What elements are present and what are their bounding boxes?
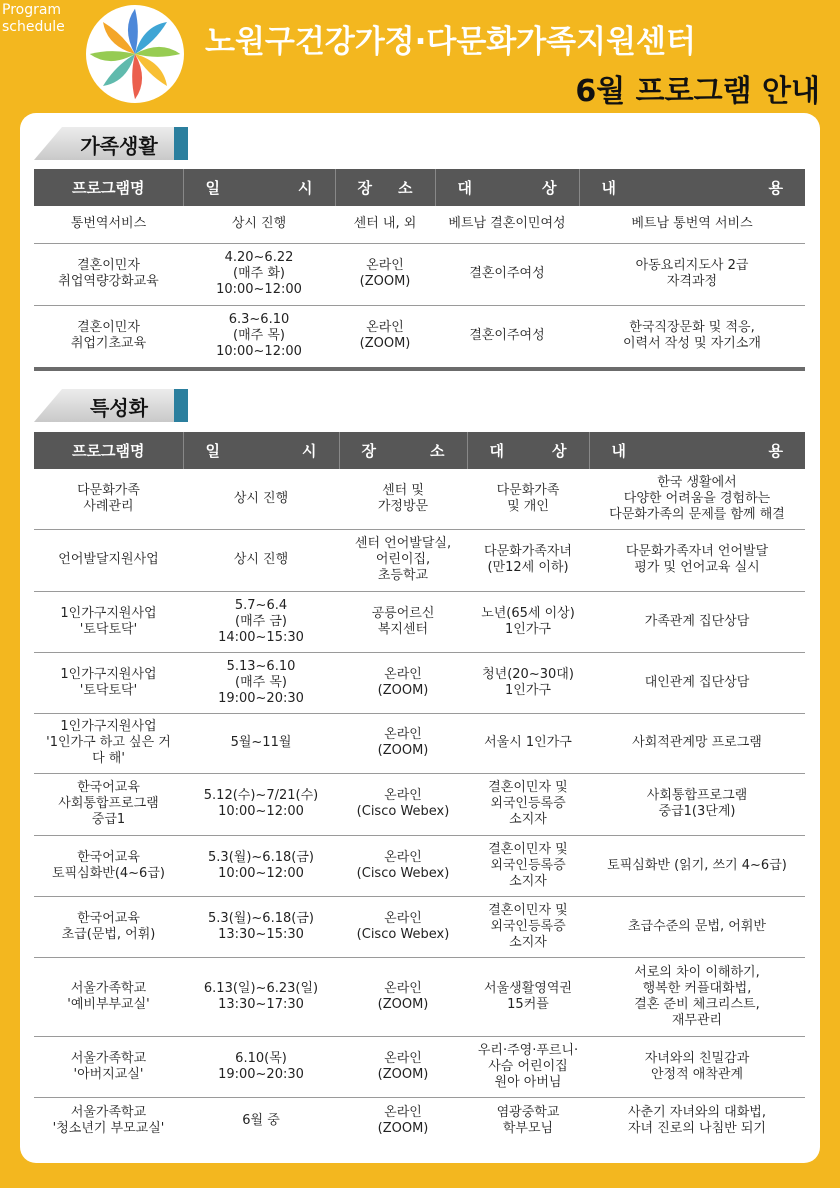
section-divider <box>34 367 805 371</box>
schedule-cell: 4.20~6.22 (매주 화) 10:00~12:00 <box>183 243 335 305</box>
location-cell: 온라인 (Cisco Webex) <box>339 773 467 835</box>
schedule-cell: 상시 진행 <box>183 206 335 243</box>
content-cell: 서로의 차이 이해하기, 행복한 커플대화법, 결혼 준비 체크리스트, 재무관리 <box>589 957 805 1036</box>
table-row <box>34 1097 805 1144</box>
program-name-cell: 서울가족학교 '청소년기 부모교실' <box>52 1104 165 1136</box>
target-cell: 결혼이민자 및 외국인등록증 소지자 <box>467 835 589 896</box>
pinwheel-logo-icon <box>85 4 185 104</box>
content-cell: 토픽심화반 (읽기, 쓰기 4~6급) <box>589 835 805 896</box>
table-header-row <box>34 432 805 469</box>
location-cell: 온라인 (ZOOM) <box>335 243 435 305</box>
program-name-cell: 1인가구지원사업 '토닥토닥' <box>34 652 183 713</box>
table-header-row <box>34 169 805 206</box>
target-cell: 다문화가족자녀 (만12세 이하) <box>467 529 589 591</box>
table-row <box>34 529 805 591</box>
program-name-cell: 다문화가족 사례관리 <box>34 469 183 529</box>
content-cell: 자녀와의 친밀감과 안정적 애착관계 <box>589 1036 805 1097</box>
page-subtitle: 6월 프로그램 안내 <box>575 74 820 109</box>
content-cell: 사춘기 자녀와의 대화법, 자녀 진로의 나침반 되기 <box>628 1104 766 1136</box>
program-name-cell: 서울가족학교 '예비부부교실' <box>34 957 183 1036</box>
schedule-cell: 6.10(목) 19:00~20:30 <box>183 1036 339 1097</box>
table-row <box>34 206 805 243</box>
target-cell: 서울시 1인가구 <box>467 713 589 773</box>
column-header: 장 소 <box>335 169 435 206</box>
schedule-cell: 5.13~6.10 (매주 목) 19:00~20:30 <box>183 652 339 713</box>
content-cell: 아동요리지도사 2급 자격과정 <box>579 243 805 305</box>
location-cell: 공릉어르신 복지센터 <box>339 591 467 652</box>
section-title-label: 특성화 <box>90 396 148 420</box>
column-header: 일 시 <box>183 432 339 469</box>
schedule-cell: 5.3(월)~6.18(금) 13:30~15:30 <box>183 896 339 957</box>
program-name-cell: 한국어교육 토픽심화반(4~6급) <box>34 835 183 896</box>
schedule-cell: 상시 진행 <box>183 469 339 529</box>
location-cell: 온라인 (ZOOM) <box>359 320 411 352</box>
location-cell: 온라인 (ZOOM) <box>377 1104 429 1136</box>
program-name-cell: 결혼이민자 취업기초교육 <box>70 320 147 352</box>
table-row <box>34 713 805 773</box>
location-cell: 온라인 (Cisco Webex) <box>339 896 467 957</box>
program-name-cell: 한국어교육 초급(문법, 어휘) <box>34 896 183 957</box>
section-title-label: 가족생활 <box>80 134 158 158</box>
content-cell: 사회적관계망 프로그램 <box>589 713 805 773</box>
schedule-cell: 5.3(월)~6.18(금) 10:00~12:00 <box>183 835 339 896</box>
program-name-cell: 한국어교육 사회통합프로그램 중급1 <box>34 773 183 835</box>
program-name-cell: 서울가족학교 '아버지교실' <box>34 1036 183 1097</box>
schedule-cell: 5월~11월 <box>183 713 339 773</box>
content-cell: 초급수준의 문법, 어휘반 <box>589 896 805 957</box>
location-cell: 센터 및 가정방문 <box>339 469 467 529</box>
program-schedule-tag: Program schedule <box>2 2 65 35</box>
content-cell: 대인관계 집단상담 <box>589 652 805 713</box>
location-cell: 온라인 (ZOOM) <box>339 652 467 713</box>
column-header: 프로그램명 <box>34 169 183 206</box>
page-header <box>0 0 840 112</box>
location-cell: 센터 언어발달실, 어린이집, 초등학교 <box>339 529 467 591</box>
target-cell: 노년(65세 이상) 1인가구 <box>467 591 589 652</box>
column-header: 일 시 <box>183 169 335 206</box>
center-title: 노원구건강가정·다문화가족지원센터 <box>205 24 696 60</box>
table-row <box>34 896 805 957</box>
content-cell: 베트남 통번역 서비스 <box>579 206 805 243</box>
program-name-cell: 통번역서비스 <box>34 206 183 243</box>
content-cell: 한국 생활에서 다양한 어려움을 경험하는 다문화가족의 문제를 함께 해결 <box>589 469 805 529</box>
schedule-cell: 6.3~6.10 (매주 목) 10:00~12:00 <box>216 312 302 360</box>
table-row <box>34 652 805 713</box>
table-row <box>34 243 805 305</box>
location-cell: 온라인 (ZOOM) <box>339 1036 467 1097</box>
table-row <box>34 957 805 1036</box>
location-cell: 온라인 (Cisco Webex) <box>339 835 467 896</box>
column-header: 대 상 <box>435 169 579 206</box>
target-cell: 염광중학교 학부모님 <box>496 1104 560 1136</box>
table-row <box>34 773 805 835</box>
specialized-table <box>34 432 805 1144</box>
schedule-cell: 6월 중 <box>242 1112 280 1128</box>
target-cell: 베트남 결혼이민여성 <box>435 206 579 243</box>
location-cell: 센터 내, 외 <box>335 206 435 243</box>
column-header: 내 용 <box>579 169 805 206</box>
target-cell: 우리·주영·푸르니· 사슴 어린이집 원아 아버님 <box>467 1036 589 1097</box>
table-row <box>34 305 805 367</box>
program-name-cell: 결혼이민자 취업역량강화교육 <box>34 243 183 305</box>
schedule-cell: 6.13(일)~6.23(일) 13:30~17:30 <box>183 957 339 1036</box>
content-cell: 사회통합프로그램 중급1(3단계) <box>589 773 805 835</box>
section-title-specialized <box>34 389 174 422</box>
schedule-cell: 상시 진행 <box>183 529 339 591</box>
section-title-family-life <box>34 127 174 160</box>
content-cell: 다문화가족자녀 언어발달 평가 및 언어교육 실시 <box>589 529 805 591</box>
target-cell: 결혼이주여성 <box>469 328 545 344</box>
column-header: 대 상 <box>467 432 589 469</box>
table-row <box>34 469 805 529</box>
target-cell: 다문화가족 및 개인 <box>467 469 589 529</box>
content-cell: 한국직장문화 및 적응, 이력서 작성 및 자기소개 <box>623 320 761 352</box>
program-name-cell: 언어발달지원사업 <box>34 529 183 591</box>
table-row <box>34 835 805 896</box>
target-cell: 결혼이민자 및 외국인등록증 소지자 <box>467 773 589 835</box>
program-name-cell: 1인가구지원사업 '토닥토닥' <box>34 591 183 652</box>
content-card <box>20 113 820 1163</box>
table-row <box>34 591 805 652</box>
schedule-cell: 5.7~6.4 (매주 금) 14:00~15:30 <box>183 591 339 652</box>
target-cell: 서울생활영역권 15커플 <box>467 957 589 1036</box>
column-header: 내 용 <box>589 432 805 469</box>
location-cell: 온라인 (ZOOM) <box>339 957 467 1036</box>
program-name-cell: 1인가구지원사업 '1인가구 하고 싶은 거 다 해' <box>34 713 183 773</box>
target-cell: 결혼이주여성 <box>435 243 579 305</box>
schedule-cell: 5.12(수)~7/21(수) 10:00~12:00 <box>183 773 339 835</box>
family-life-table <box>34 169 805 367</box>
column-header: 프로그램명 <box>34 432 183 469</box>
content-cell: 가족관계 집단상담 <box>589 591 805 652</box>
column-header: 장 소 <box>339 432 467 469</box>
target-cell: 결혼이민자 및 외국인등록증 소지자 <box>467 896 589 957</box>
target-cell: 청년(20~30대) 1인가구 <box>467 652 589 713</box>
location-cell: 온라인 (ZOOM) <box>339 713 467 773</box>
table-row <box>34 1036 805 1097</box>
